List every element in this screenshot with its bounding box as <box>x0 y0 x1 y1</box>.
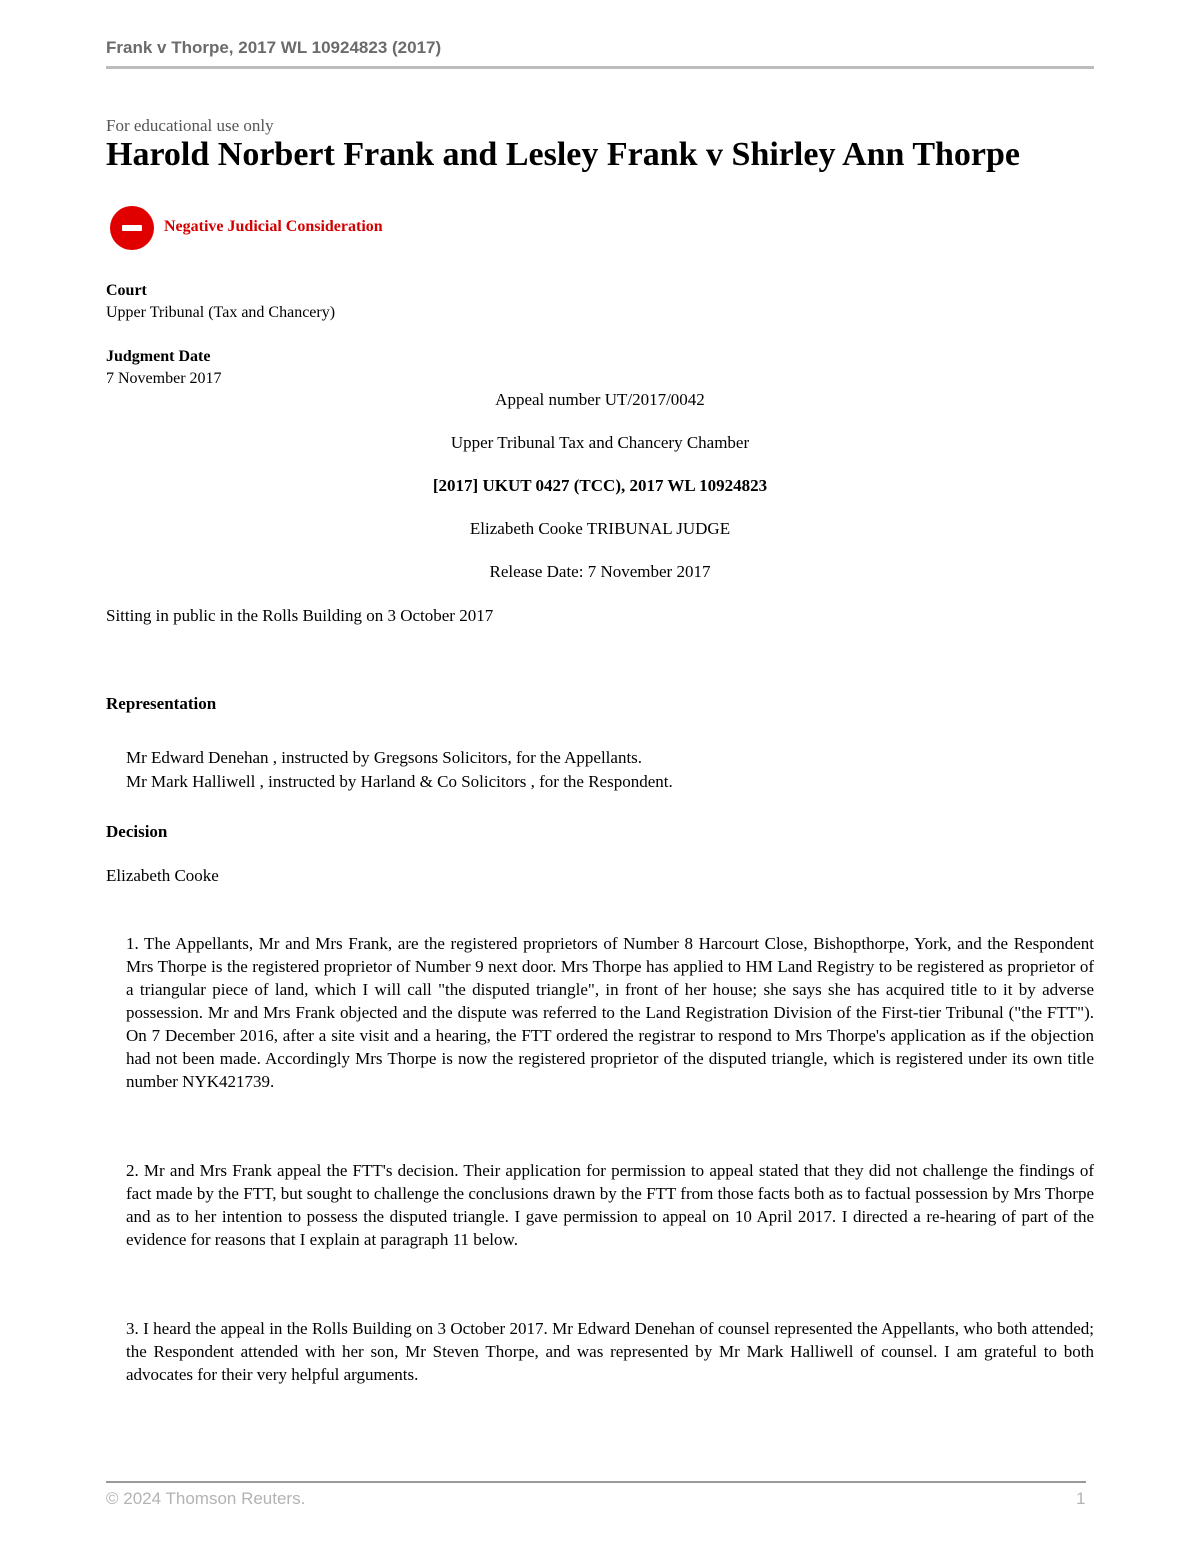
neutral-citation: [2017] UKUT 0427 (TCC), 2017 WL 10924823 <box>432 476 768 495</box>
sitting-details: Sitting in public in the Rolls Building on 3 October 2017 <box>106 606 494 625</box>
court-value: Upper Tribunal (Tax and Chancery) <box>106 304 336 321</box>
judgment-paragraph-1: 1. The Appellants, Mr and Mrs Frank, are the registered proprietors of Number 8 Harcourt Close, Bishopthorpe, York, and the Respondent Mrs Thorpe is the registered proprietor of Number 9 next door. Mrs Thorpe has applied to HM Land Registry to be registered as proprietor of a triangular piece of land, which I will call "the disputed triangle", in front of her house; she says she has acquired title to it by adverse possession. Mr and Mrs Frank objected and the dispute was referred to the Land Registration Division of the First-tier Tribunal ("the FTT"). On 7 December 2016, after a site visit and a hearing, the FTT ordered the registrar to respond to Mrs Thorpe's application as if the objection had not been made. Accordingly Mrs Thorpe is now the registered proprietor of the disputed triangle, which is registered under its own title number NYK421739. <box>126 934 1094 1091</box>
page-number: 1 <box>1076 1489 1086 1508</box>
educational-use-notice: For educational use only <box>106 116 274 135</box>
document-header-citation: Frank v Thorpe, 2017 WL 10924823 (2017) <box>106 38 442 57</box>
appeal-number: Appeal number UT/2017/0042 <box>495 390 705 409</box>
judge-name: Elizabeth Cooke TRIBUNAL JUDGE <box>469 519 731 538</box>
judgment-date-label: Judgment Date <box>106 348 211 365</box>
negative-treatment-flag[interactable]: Negative Judicial Consideration <box>164 218 383 235</box>
header-divider <box>106 66 1094 69</box>
chamber-name: Upper Tribunal Tax and Chancery Chamber <box>450 433 750 452</box>
respondent-counsel: Mr Mark Halliwell , instructed by Harland & Co Solicitors , for the Respondent. <box>126 772 673 791</box>
footer-divider <box>106 1481 1086 1483</box>
judgment-paragraph-2: 2. Mr and Mrs Frank appeal the FTT's decision. Their application for permission to appeal stated that they did not challenge the findings of fact made by the FTT, but sought to challenge the conclusions drawn by the FTT from those facts both as to factual possession by Mrs Thorpe and as to her intention to possess the disputed triangle. I gave permission to appeal on 10 April 2017. I directed a re-hearing of part of the evidence for reasons that I explain at paragraph 11 below. <box>126 1161 1094 1249</box>
representation-heading: Representation <box>106 694 217 713</box>
decision-author: Elizabeth Cooke <box>106 866 219 885</box>
release-date: Release Date: 7 November 2017 <box>489 562 711 581</box>
case-title: Harold Norbert Frank and Lesley Frank v Shirley Ann Thorpe <box>106 136 1020 173</box>
copyright-notice: © 2024 Thomson Reuters. <box>106 1489 306 1508</box>
judgment-date-value: 7 November 2017 <box>106 370 222 387</box>
court-label: Court <box>106 282 147 299</box>
decision-heading: Decision <box>106 822 168 841</box>
minus-circle-icon <box>110 206 154 250</box>
appellants-counsel: Mr Edward Denehan , instructed by Gregsons Solicitors, for the Appellants. <box>126 748 643 767</box>
judgment-paragraph-3: 3. I heard the appeal in the Rolls Building on 3 October 2017. Mr Edward Denehan of counsel represented the Appellants, who both attended; the Respondent attended with her son, Mr Steven Thorpe, and was represented by Mr Mark Halliwell of counsel. I am grateful to both advocates for their very helpful arguments. <box>126 1319 1094 1384</box>
